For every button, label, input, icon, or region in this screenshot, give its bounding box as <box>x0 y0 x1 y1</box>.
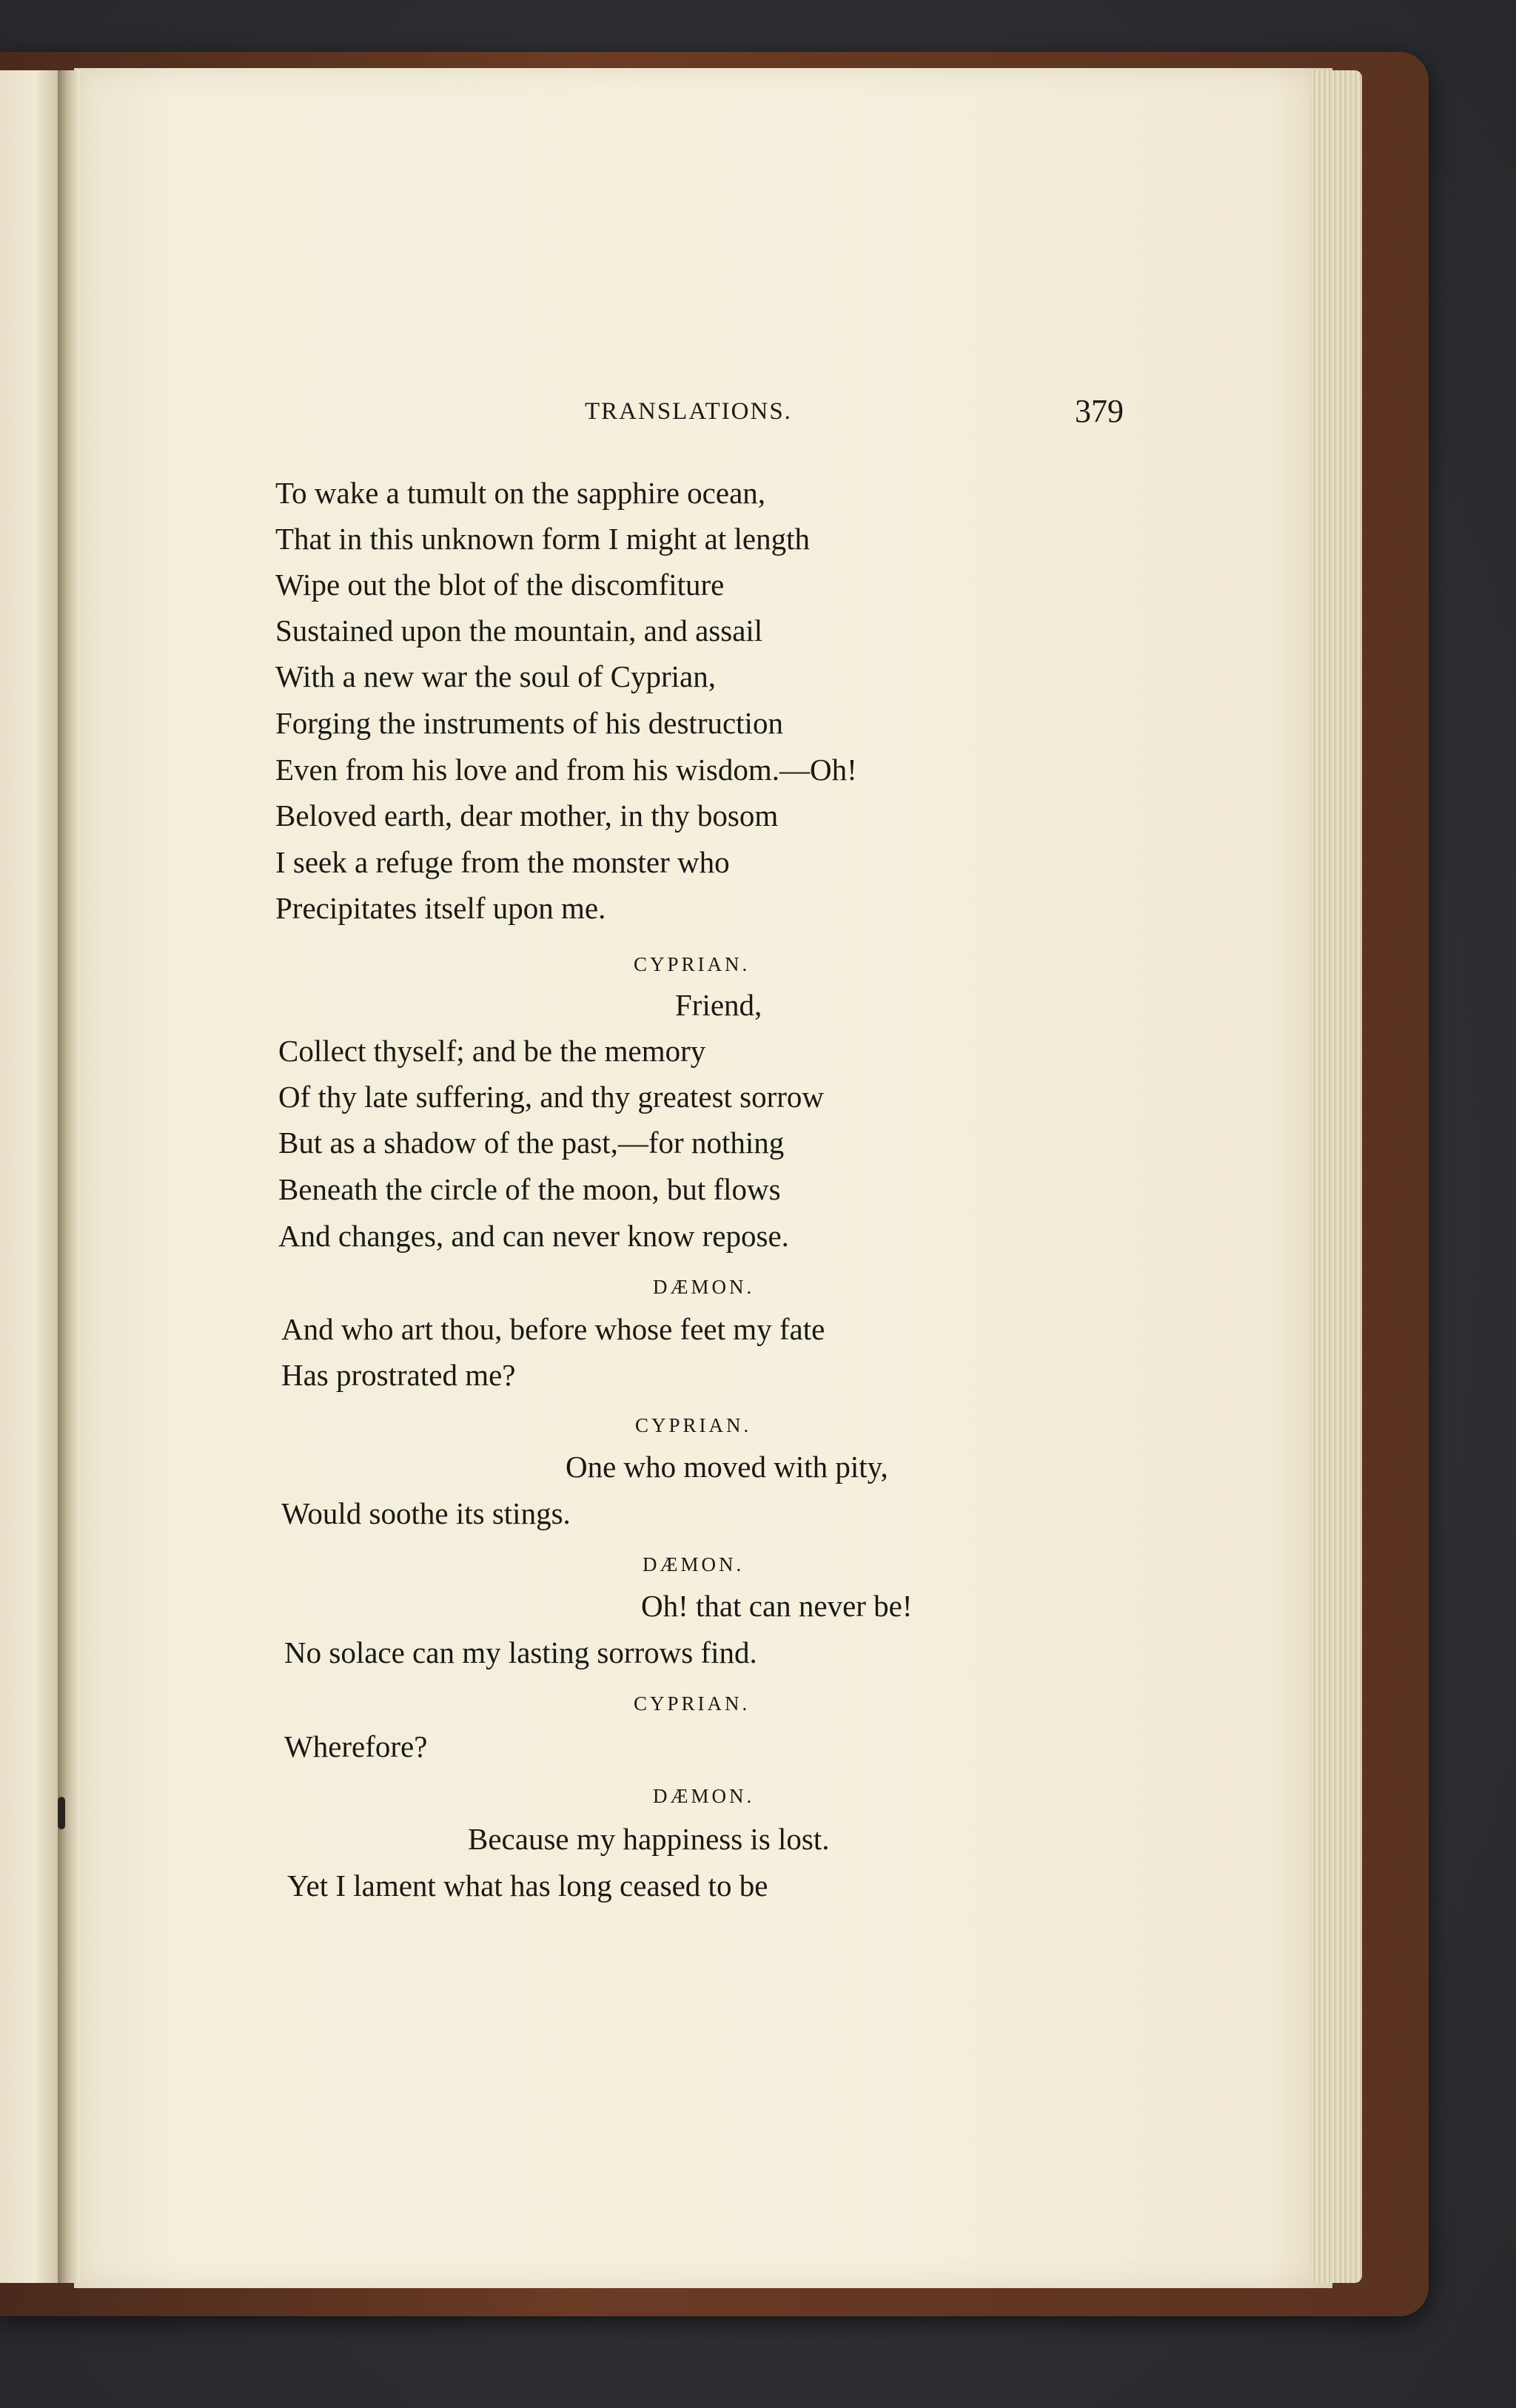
verse-line: And who art thou, before whose feet my fate <box>281 1312 825 1346</box>
verse-line: Oh! that can never be! <box>641 1589 913 1623</box>
speaker-name: CYPRIAN. <box>634 953 751 975</box>
speaker-name: CYPRIAN. <box>635 1414 752 1436</box>
verse-line: Because my happiness is lost. <box>468 1822 830 1856</box>
verse-line: Friend, <box>675 988 762 1022</box>
speaker-name: DÆMON. <box>653 1276 755 1298</box>
verse-line: Yet I lament what has long ceased to be <box>287 1869 768 1903</box>
verse-line: Would soothe its stings. <box>281 1496 571 1530</box>
verse-line: Beloved earth, dear mother, in thy bosom <box>275 798 779 833</box>
verse-line: Has prostrated me? <box>281 1358 516 1392</box>
verse-line: With a new war the soul of Cyprian, <box>275 659 716 693</box>
verse-line: That in this unknown form I might at length <box>275 522 810 556</box>
verse-line: Forging the instruments of his destruction <box>275 706 783 740</box>
verse-line: Wherefore? <box>284 1729 428 1763</box>
verse-line: Collect thyself; and be the memory <box>278 1034 706 1068</box>
speaker-name: DÆMON. <box>653 1785 755 1807</box>
verse-line: One who moved with pity, <box>566 1450 888 1484</box>
running-title: TRANSLATIONS. <box>585 398 792 425</box>
verse-line: I seek a refuge from the monster who <box>275 845 730 879</box>
page-number: 379 <box>1075 393 1124 429</box>
verse-line: Precipitates itself upon me. <box>275 891 606 925</box>
verse-line: Beneath the circle of the moon, but flows <box>278 1172 781 1206</box>
verse-line: Of thy late suffering, and thy greatest sorrow <box>278 1080 825 1114</box>
verse-line: No solace can my lasting sorrows find. <box>284 1635 757 1669</box>
verse-line: And changes, and can never know repose. <box>278 1219 789 1253</box>
verse-line: But as a shadow of the past,—for nothing <box>278 1126 785 1160</box>
verse-line: Even from his love and from his wisdom.—Oh! <box>275 753 857 787</box>
verse-line: Sustained upon the mountain, and assail <box>275 613 763 648</box>
speaker-name: DÆMON. <box>643 1553 745 1575</box>
verse-line: To wake a tumult on the sapphire ocean, <box>275 476 766 510</box>
verse-line: Wipe out the blot of the discomfiture <box>275 568 725 602</box>
speaker-name: CYPRIAN. <box>634 1692 751 1715</box>
